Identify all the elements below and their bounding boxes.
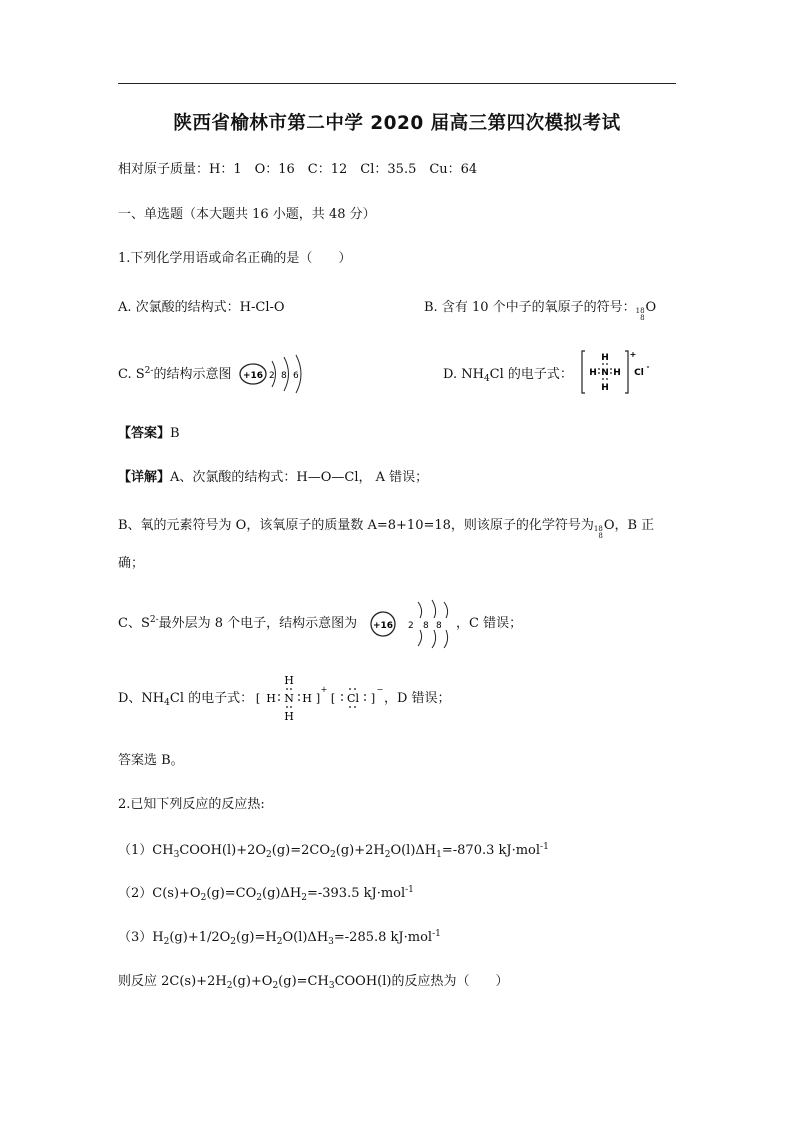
q1-explain-d: D、$NH_4Cl$ 的电子式：: [118, 691, 254, 708]
svg-text:]: ]: [315, 692, 321, 705]
svg-text:6: 6: [293, 371, 299, 381]
sulfide-ion-structure-diagram: [238, 353, 310, 395]
isotope-notation: 18 8: [593, 525, 603, 540]
q1-explain-d-suffix: ，D 错误；: [384, 691, 451, 706]
isotope-notation: 18 8: [635, 307, 645, 322]
svg-text:H: H: [266, 692, 276, 705]
svg-text:+: +: [320, 685, 328, 694]
section-heading: 一、单选题（本大题共 16 小题，共 48 分）: [118, 207, 376, 222]
svg-text:+16: +16: [372, 621, 394, 631]
svg-text:8: 8: [436, 621, 442, 631]
q2-reaction-2: $(2)C(s)+O_2(g)=CO_2(g)\Delta H_2=-393.5$ kJ·mol$^{-1}$: [118, 885, 414, 903]
svg-text:8: 8: [423, 621, 429, 631]
svg-text:N: N: [601, 368, 609, 378]
svg-text:H: H: [302, 692, 312, 705]
svg-text:-: -: [646, 363, 650, 371]
svg-text:−: −: [376, 685, 384, 694]
q1-explain-a: 【详解】A、次氯酸的结构式：H—O—Cl， A 错误；: [118, 470, 429, 485]
q1-explain-c: C、$S^{2-}$最外层为 8 个电子，结构示意图为: [118, 615, 358, 631]
q1-explain-b-cont: 确；: [118, 556, 145, 571]
svg-text:]: ]: [370, 692, 376, 705]
ammonium-chloride-electron-formula: [580, 347, 650, 397]
q2-stem: 2.已知下列反应的反应热:: [118, 797, 265, 812]
atomic-masses: 相对原子质量：H：1 O：16 C：12 Cl：35.5 Cu：64: [118, 162, 478, 177]
q1-conclusion: 答案选 B。: [118, 753, 184, 768]
ammonium-chloride-correct-electron-formula: [254, 672, 384, 724]
q1-option-b-text: B. 含有 10 个中子的氧原子的符号：: [424, 300, 636, 315]
q1-stem: 1.下列化学用语或命名正确的是（ ）: [118, 251, 352, 266]
svg-text:N: N: [284, 692, 294, 705]
q1-answer: 【答案】B: [118, 426, 180, 441]
svg-text:H: H: [284, 710, 294, 723]
svg-text:[: [: [255, 692, 261, 705]
q1-option-d: D. $NH_4Cl$ 的电子式：: [443, 367, 573, 384]
q2-reaction-1: $(1)CH_3COOH(l)+2O_2(g)=2CO_2(g)+2H_2O(l)\Delta H_1=-870.3$ kJ·mol$^{-1}$: [118, 842, 549, 860]
svg-text:Cl: Cl: [634, 368, 644, 378]
q1-option-b: B. 含有 10 个中子的氧原子的符号： 18 8 O: [424, 300, 657, 322]
sulfide-ion-correct-structure-diagram: [368, 598, 454, 650]
q1-option-a: A. 次氯酸的结构式：H-Cl-O: [118, 300, 285, 315]
header-rule: [118, 83, 676, 84]
svg-text:H: H: [613, 368, 621, 378]
q2-reaction-3: $(3)H_2(g)+1/2O_2(g)=H_2O(l)\Delta H_3=-285.8$ kJ·mol$^{-1}$: [118, 929, 441, 947]
svg-text:H: H: [589, 368, 597, 378]
q1-explain-b: B、氧的元素符号为 O，该氧原子的质量数 A=8+10=18，则该原子的化学符号为 18 8 O，B 正: [118, 518, 655, 540]
svg-text:H: H: [601, 353, 609, 363]
svg-text:2: 2: [269, 371, 275, 381]
svg-text:H: H: [601, 383, 609, 393]
nucleus-label: +16: [242, 371, 264, 381]
svg-text:+: +: [629, 350, 637, 359]
svg-text:2: 2: [408, 621, 414, 631]
q1-option-c: C. $S^{2-}$的结构示意图: [118, 366, 232, 382]
svg-text:H: H: [284, 674, 294, 687]
svg-text:8: 8: [281, 371, 287, 381]
page-title: 陕西省榆林市第二中学 2020 届高三第四次模拟考试: [173, 113, 621, 134]
q1-explain-c-suffix: ，C 错误；: [456, 616, 523, 631]
q2-question: 则反应 $2C(s)+2H_2(g)+O_2(g)=CH_3COOH(l)$的反应热为（ ）: [118, 974, 509, 991]
svg-text:Cl: Cl: [347, 692, 359, 705]
svg-text:[: [: [330, 692, 336, 705]
